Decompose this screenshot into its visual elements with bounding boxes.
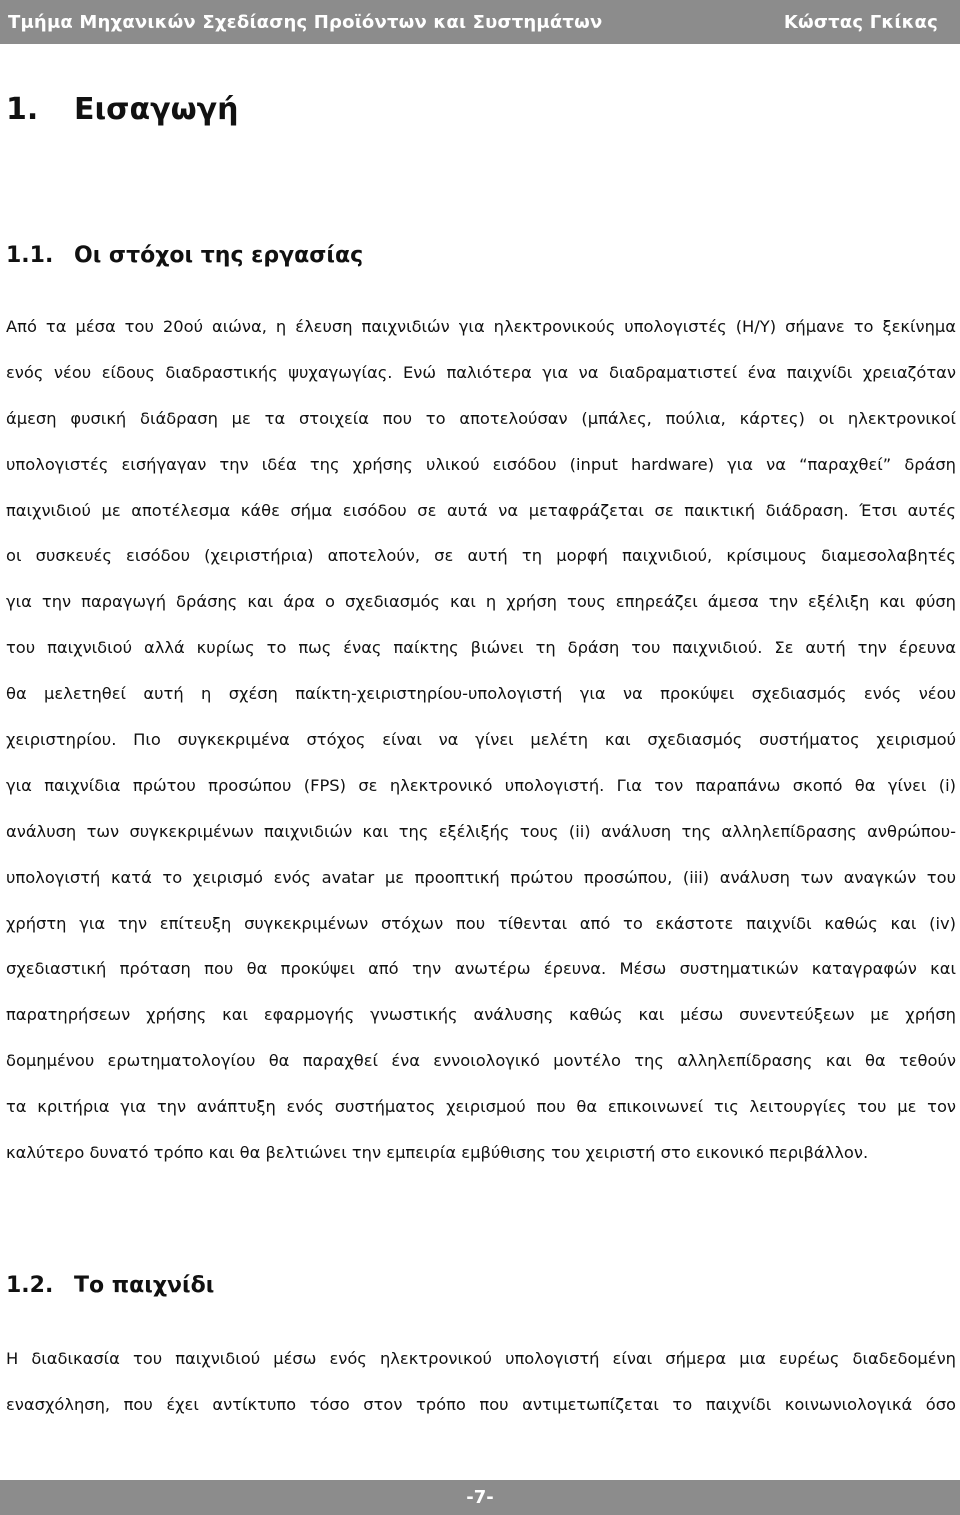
- paragraph-line: θα μελετηθεί αυτή η σχέση παίκτη-χειριστηρίου-υπολογιστή για να προκύψει σχεδιασμός ενός νέου: [6, 684, 956, 704]
- paragraph-line: δομημένου ερωτηματολογίου θα παραχθεί ένα εννοιολογικό μοντέλο της αλληλεπίδρασης και θα τεθούν: [6, 1051, 956, 1071]
- page-header: [0, 0, 960, 44]
- chapter-title: Εισαγωγή: [74, 92, 239, 127]
- paragraph-line: παρατηρήσεων χρήσης και εφαρμογής γνωστικής ανάλυσης καθώς και μέσω συνεντεύξεων με χρήση: [6, 1005, 956, 1025]
- section-title: Οι στόχοι της εργασίας: [74, 243, 364, 268]
- paragraph-line: τα κριτήρια για την ανάπτυξη ενός συστήματος χειρισμού που θα επικοινωνεί τις λειτουργίες του με τον: [6, 1097, 956, 1117]
- paragraph-line: Η διαδικασία του παιχνιδιού μέσω ενός ηλεκτρονικού υπολογιστή είναι σήμερα μια ευρέως διαδεδομένη: [6, 1349, 956, 1368]
- section-number: 1.2.: [6, 1273, 54, 1298]
- paragraph-line: χρήστη για την επίτευξη συγκεκριμένων στόχων που τίθενται από το εκάστοτε παιχνίδι καθώς και (iv): [6, 913, 956, 933]
- paragraph-line: χειριστηρίου. Πιο συγκεκριμένα στόχος είναι να γίνει μελέτη και σχεδιασμός συστήματος χειρισμού: [6, 730, 956, 750]
- section-body-game: [6, 1336, 956, 1428]
- page-number: -7-: [466, 1487, 494, 1508]
- paragraph-line: άμεση φυσική διάδραση με τα στοιχεία που το αποτελούσαν (μπάλες, πούλια, κάρτες) οι ηλεκτρονικοί: [6, 408, 956, 428]
- paragraph-line: καλύτερο δυνατό τρόπο και θα βελτιώνει την εμπειρία εμβύθισης του χειριστή στο εικονικό περιβάλλον.: [6, 1143, 869, 1163]
- paragraph-line: Από τα μέσα του 20ού αιώνα, η έλευση παιχνιδιών για ηλεκτρονικούς υπολογιστές (Η/Υ) σήμανε το ξεκίνημα: [6, 317, 956, 336]
- paragraph-line: του παιχνιδιού αλλά κυρίως το πως ένας παίκτης βιώνει τη δράση του παιχνιδιού. Σε αυτή την έρευνα: [6, 638, 956, 658]
- header-department: Τμήμα Μηχανικών Σχεδίασης Προϊόντων και Συστημάτων: [8, 11, 603, 33]
- section-number: 1.1.: [6, 243, 54, 268]
- paragraph-line: παιχνιδιού με αποτέλεσμα κάθε σήμα εισόδου σε αυτά να μεταφράζεται σε παικτική διάδραση. Έτσι αυτές: [6, 500, 956, 520]
- paragraph-line: οι συσκευές εισόδου (χειριστήρια) αποτελούν, σε αυτή τη μορφή παιχνιδιού, κρίσιμους διαμεσολαβητές: [6, 546, 956, 566]
- paragraph-line: για την παραγωγή δράσης και άρα ο σχεδιασμός και η χρήση τους επηρεάζει άμεσα την εξέλιξη και φύση: [6, 592, 956, 612]
- section-heading-game: [6, 1270, 214, 1302]
- page-footer: [0, 1480, 960, 1515]
- paragraph-line: ενασχόληση, που έχει αντίκτυπο τόσο στον τρόπο που αντιμετωπίζεται το παιχνίδι κοινωνιολογικά όσο: [6, 1394, 956, 1414]
- section-body-goals: [6, 304, 956, 1176]
- paragraph-line: υπολογιστές εισήγαγαν την ιδέα της χρήσης υλικού εισόδου (input hardware) για να “παραχθεί” δράση: [6, 454, 956, 474]
- section-title: Το παιχνίδι: [74, 1273, 215, 1298]
- chapter-number: 1.: [6, 92, 39, 127]
- chapter-heading: [6, 88, 238, 132]
- paragraph-line: ανάλυση των συγκεκριμένων παιχνιδιών και της εξέλιξής τους (ii) ανάλυση της αλληλεπίδρασης ανθρώπου-: [6, 821, 956, 841]
- paragraph-line: υπολογιστή κατά το χειρισμό ενός avatar με προοπτική πρώτου προσώπου, (iii) ανάλυση των αναγκών του: [6, 867, 956, 887]
- paragraph-line: για παιχνίδια πρώτου προσώπου (FPS) σε ηλεκτρονικό υπολογιστή. Για τον παραπάνω σκοπό θα γίνει (i): [6, 775, 956, 795]
- paragraph-line: ενός νέου είδους διαδραστικής ψυχαγωγίας. Ενώ παλιότερα για να διαδραματιστεί ένα παιχνίδι χρειαζόταν: [6, 362, 956, 382]
- paragraph-line: σχεδιαστική πρόταση που θα προκύψει από την ανωτέρω έρευνα. Μέσω συστηματικών καταγραφών και: [6, 959, 956, 979]
- header-author: Κώστας Γκίκας: [783, 11, 938, 33]
- section-heading-goals: [6, 240, 363, 272]
